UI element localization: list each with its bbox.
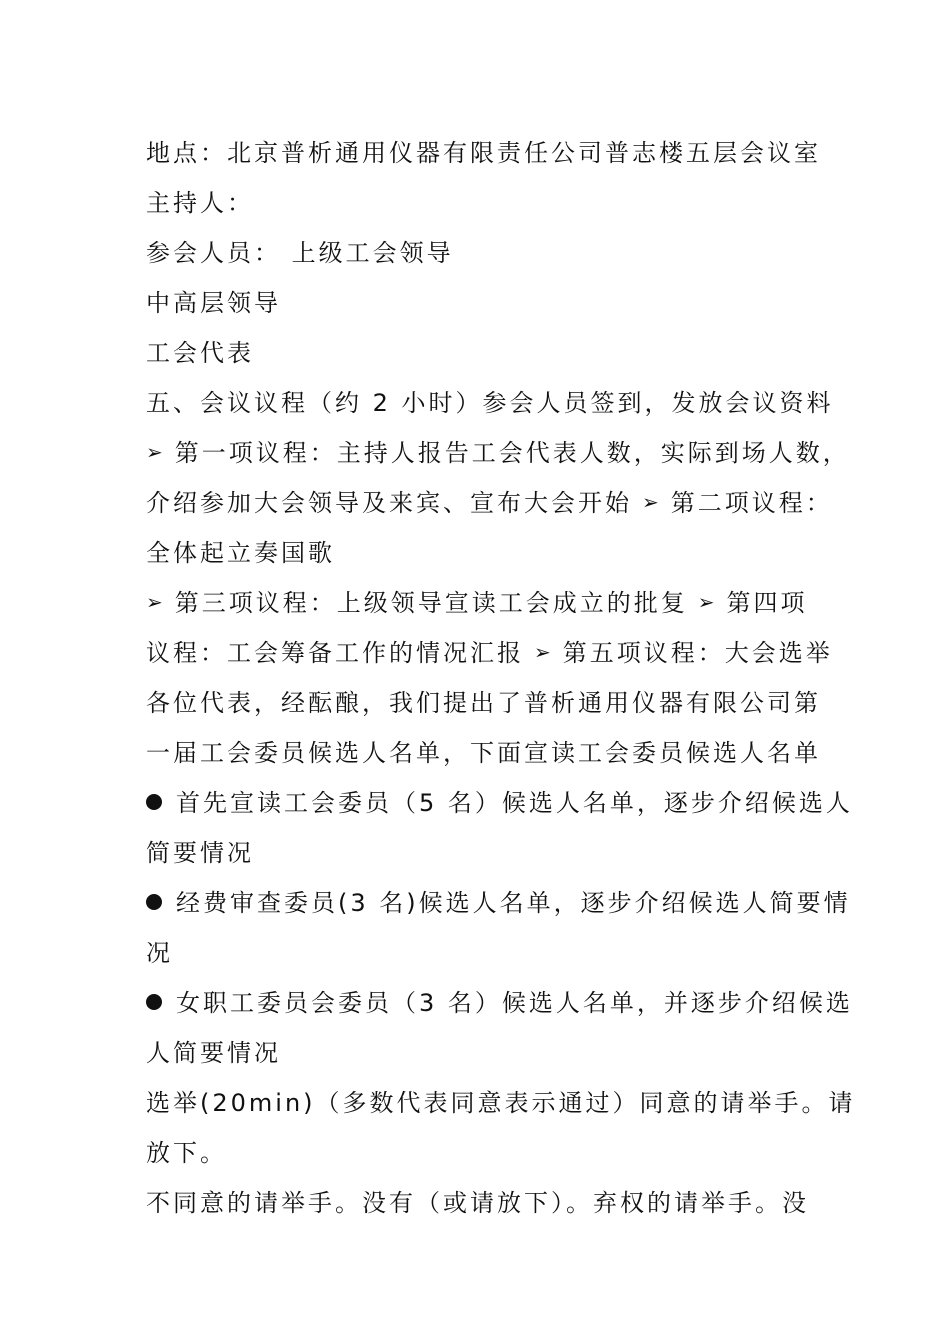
attendee-item-union-reps — [146, 328, 826, 378]
candidate-list-item-1-text: 首先宣读工会委员（5 名）候选人名单，逐步介绍候选人 — [176, 789, 853, 817]
candidate-list-item-2-continued-line — [146, 928, 826, 978]
attendees-text: 参会人员： 上级工会领导 — [146, 239, 454, 267]
election-procedure-text-2: 放下。 — [146, 1139, 227, 1167]
election-procedure-line-1 — [146, 1078, 856, 1128]
election-procedure-text-3: 不同意的请举手。没有（或请放下）。弃权的请举手。没 — [146, 1189, 809, 1217]
candidate-list-item-1-continued-text: 简要情况 — [146, 839, 254, 867]
arrow-bullet-icon: ➢ — [697, 590, 715, 614]
agenda-item-4-continued-line — [146, 628, 833, 678]
bullet-dot-icon — [146, 894, 162, 910]
candidate-list-item-2-continued-text: 况 — [146, 939, 173, 967]
election-intro-text-1: 各位代表，经酝酿，我们提出了普析通用仪器有限公司第 — [146, 689, 821, 717]
document-body — [146, 128, 856, 1228]
election-procedure-text-1: 选举(20min)（多数代表同意表示通过）同意的请举手。请 — [146, 1089, 856, 1117]
agenda-item-1-continued-line — [146, 478, 833, 528]
election-procedure-line-3 — [146, 1178, 826, 1228]
candidate-list-item-1-continued-line — [146, 828, 826, 878]
bullet-dot-icon — [146, 794, 162, 810]
election-intro-text-2: 一届工会委员候选人名单，下面宣读工会委员候选人名单 — [146, 739, 821, 767]
agenda-item-2-text: 第二项议程： — [670, 489, 833, 517]
agenda-item-3-text: 第三项议程：上级领导宣读工会成立的批复 — [174, 589, 688, 617]
agenda-item-2-continued-line — [146, 528, 826, 578]
agenda-item-1-continued-text: 介绍参加大会领导及来宾、宣布大会开始 — [146, 489, 632, 517]
attendees-line — [146, 228, 826, 278]
election-intro-line-1 — [146, 678, 826, 728]
election-procedure-line-2 — [146, 1128, 826, 1178]
candidate-list-item-2-text: 经费审查委员(3 名)候选人名单，逐步介绍候选人简要情 — [176, 889, 851, 917]
candidate-list-item-1-line — [146, 778, 853, 828]
agenda-item-2-continued-text: 全体起立奏国歌 — [146, 539, 335, 567]
candidate-list-item-2-line — [146, 878, 851, 928]
candidate-list-item-3-line — [146, 978, 853, 1028]
meeting-location-text: 地点：北京普析通用仪器有限责任公司普志楼五层会议室 — [146, 139, 821, 167]
agenda-item-1-line — [146, 428, 850, 478]
attendee-item-senior-leaders — [146, 278, 826, 328]
agenda-heading-text: 五、会议议程（约 2 小时）参会人员签到，发放会议资料 — [146, 389, 834, 417]
candidate-list-item-3-text: 女职工委员会委员（3 名）候选人名单，并逐步介绍候选 — [176, 989, 853, 1017]
agenda-item-3-line — [146, 578, 826, 628]
election-intro-line-2 — [146, 728, 826, 778]
candidate-list-item-3-continued-line — [146, 1028, 826, 1078]
attendee-union-reps-text: 工会代表 — [146, 339, 254, 367]
arrow-bullet-icon: ➢ — [146, 440, 163, 464]
agenda-item-4-text: 第四项 — [726, 589, 808, 617]
arrow-bullet-icon: ➢ — [534, 640, 551, 664]
agenda-item-4-continued-text: 议程：工会筹备工作的情况汇报 — [146, 639, 524, 667]
agenda-item-5-text: 第五项议程：大会选举 — [562, 639, 833, 667]
agenda-heading-line — [146, 378, 834, 428]
arrow-bullet-icon: ➢ — [146, 590, 163, 614]
agenda-item-1-text: 第一项议程：主持人报告工会代表人数，实际到场人数， — [174, 439, 850, 467]
meeting-host-text: 主持人： — [146, 189, 254, 217]
attendee-senior-leaders-text: 中高层领导 — [146, 289, 281, 317]
meeting-location-line — [146, 128, 826, 178]
candidate-list-item-3-continued-text: 人简要情况 — [146, 1039, 281, 1067]
arrow-bullet-icon: ➢ — [642, 490, 659, 514]
bullet-dot-icon — [146, 994, 162, 1010]
meeting-host-line — [146, 178, 826, 228]
